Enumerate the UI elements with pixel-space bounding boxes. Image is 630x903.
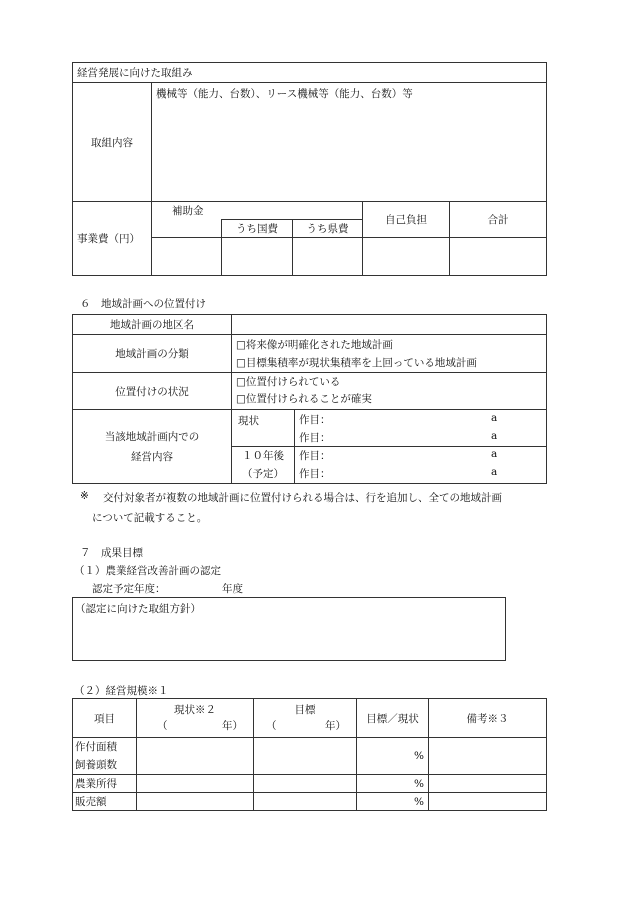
row-label-farm-income: 農業所得 [73, 775, 137, 793]
note-line-1: 交付対象者が複数の地域計画に位置付けられる場合は、行を追加し、全ての地域計画 [103, 492, 502, 504]
current-value-cell[interactable] [137, 738, 254, 775]
remarks-cell[interactable] [429, 738, 547, 775]
crop-label: 作目： [299, 450, 331, 463]
col-target: 目標 [294, 704, 316, 716]
col-remarks: 備考※３ [429, 699, 547, 738]
current-label: 現状 [232, 410, 295, 447]
management-content-label-2: 経営内容 [131, 450, 173, 463]
crop-label: 作目： [299, 468, 331, 481]
management-content-label-1: 当該地域計画内での [104, 430, 200, 443]
area-unit: a [491, 466, 498, 479]
project-cost-label: 事業費（円） [73, 202, 152, 276]
crop-label: 作目： [299, 431, 331, 444]
crop-label: 作目： [299, 413, 331, 426]
plan-category-option-2[interactable]: □目標集積率が現状集積率を上回っている地域計画 [236, 356, 477, 369]
certification-policy-box[interactable] [72, 597, 506, 661]
business-development-header: 経営発展に向けた取組み [73, 63, 547, 83]
current-value-cell[interactable] [137, 793, 254, 811]
national-amount-cell[interactable] [222, 238, 293, 276]
initiative-content-label: 取組内容 [73, 83, 152, 202]
positioning-option-1[interactable]: □位置付けられている [236, 376, 341, 388]
self-burden-label: 自己負担 [363, 202, 450, 238]
self-burden-amount-cell[interactable] [363, 238, 450, 276]
management-scale-table [72, 698, 547, 811]
district-name-field[interactable] [232, 315, 547, 335]
note-mark: ※ [80, 490, 89, 502]
ten-years-label: １０年後 [242, 450, 284, 462]
ratio-percent: % [357, 775, 429, 793]
national-cost-label: うち国費 [222, 220, 293, 238]
year-close: 年） [325, 720, 346, 732]
section6-heading: ６ 地域計画への位置付け [80, 298, 206, 310]
row-label-sales: 販売額 [73, 793, 137, 811]
district-name-label: 地域計画の地区名 [73, 315, 232, 335]
area-unit: a [491, 429, 498, 442]
planned-label: （予定） [242, 468, 284, 480]
area-unit: a [491, 411, 498, 424]
total-label: 合計 [450, 202, 547, 238]
target-value-cell[interactable] [254, 738, 357, 775]
col-ratio: 目標／現状 [357, 699, 429, 738]
year-close: 年） [222, 720, 243, 732]
certification-policy-label: （認定に向けた取組方針） [75, 603, 201, 615]
year-open: （ [157, 720, 168, 732]
col-item: 項目 [73, 699, 137, 738]
positioning-status-label: 位置付けの状況 [73, 373, 232, 410]
year-open: （ [266, 720, 277, 732]
row-label-planted-area: 作付面積 [75, 741, 117, 753]
management-scale-subheading: （２）経営規模※１ [74, 685, 169, 697]
certification-year-label: 認定予定年度： [92, 583, 166, 595]
plan-category-option-1[interactable]: □将来像が明確化された地域計画 [236, 338, 393, 351]
positioning-option-2[interactable]: □位置付けられることが確実 [236, 393, 372, 405]
target-value-cell[interactable] [254, 793, 357, 811]
row-label-livestock-count: 飼養頭数 [75, 759, 117, 771]
col-current: 現状※２ [174, 704, 216, 716]
target-value-cell[interactable] [254, 775, 357, 793]
business-development-table [72, 62, 547, 276]
remarks-cell[interactable] [429, 793, 547, 811]
section7-heading: ７ 成果目標 [80, 547, 143, 559]
ratio-percent: % [357, 793, 429, 811]
regional-plan-table [72, 314, 547, 484]
ratio-percent: % [357, 738, 429, 775]
plan-category-label: 地域計画の分類 [73, 335, 232, 373]
area-unit: a [491, 448, 498, 461]
total-amount-cell[interactable] [450, 238, 547, 276]
prefectural-cost-label: うち県費 [293, 220, 363, 238]
subsidy-amount-cell[interactable] [152, 238, 222, 276]
current-value-cell[interactable] [137, 775, 254, 793]
initiative-content-field[interactable]: 機械等（能力、台数）、リース機械等（能力、台数）等 [152, 83, 547, 202]
fiscal-year-label: 年度 [222, 583, 243, 595]
certification-subheading: （１）農業経営改善計画の認定 [74, 565, 221, 577]
remarks-cell[interactable] [429, 775, 547, 793]
prefectural-amount-cell[interactable] [293, 238, 363, 276]
note-line-2: について記載すること。 [92, 512, 208, 524]
subsidy-label: 補助金 [152, 202, 363, 220]
